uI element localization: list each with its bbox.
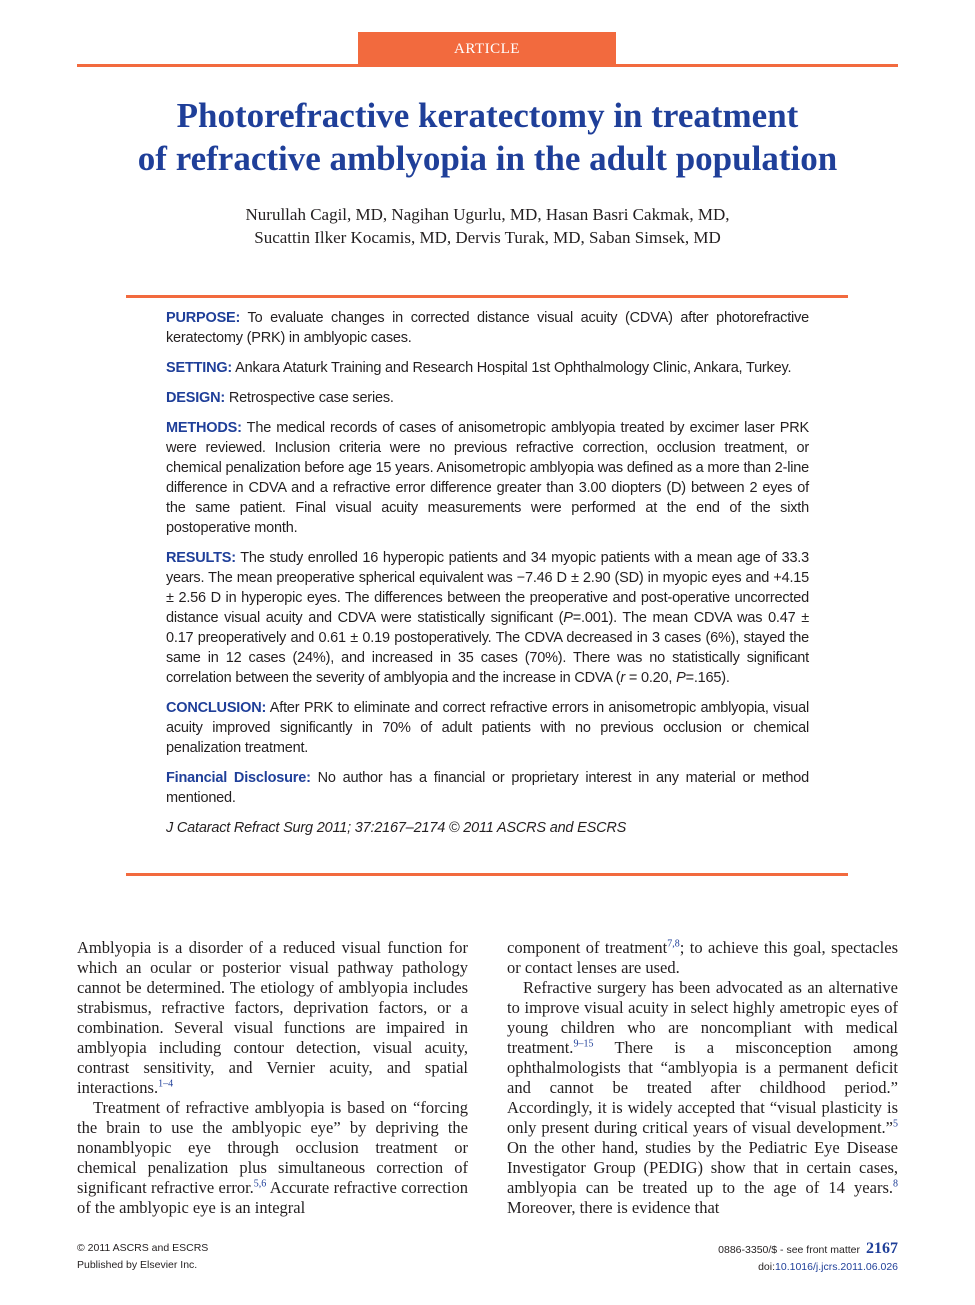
footer-copyright: © 2011 ASCRS and ESCRS [77, 1242, 209, 1254]
right-p2-c: On the other hand, studies by the Pediatric Eye Disease Investigator Group (PEDIG) show that in certain cases, amblyopia can be treated up to the age of 14 years. [507, 1138, 898, 1197]
conclusion-text: After PRK to eliminate and correct refractive errors in anisometropic amblyopia, visual acuity improved significantly in 70% of adult patients with no previous occlusion or chemical penalization treatment. [166, 700, 809, 756]
journal-citation: J Cataract Refract Surg 2011; 37:2167–2174 © 2011 ASCRS and ESCRS [166, 820, 627, 836]
authors-line-2: Sucattin Ilker Kocamis, MD, Dervis Turak, MD, Saban Simsek, MD [254, 228, 721, 247]
footer-doi-line [718, 1259, 898, 1276]
body-paragraph [77, 938, 468, 1098]
abstract-design [166, 388, 809, 408]
abstract-methods [166, 418, 809, 538]
abstract-disclosure [166, 768, 809, 808]
body-column-left [77, 938, 468, 1218]
results-text-a: The study enrolled 16 hyperopic patients and 34 myopic patients with a mean age of 33.3 years. The mean preoperative spherical equivalent was −7.46 D ± 2.90 (SD) in myopic eyes and +4.15 ± 2.56 D in hyperopic eyes. The differences between the preoperative and post-operative uncorrected distance visual acuity and CDVA were statistically significant ( [166, 550, 809, 626]
results-p2: P [676, 670, 686, 686]
right-p2-a: Refractive surgery has been advocated as an alternative to improve visual acuity in select highly ametropic eyes of young children who are noncompliant with medical treatment. [507, 978, 898, 1057]
right-p1-text: component of treatment [507, 938, 668, 957]
reference-link[interactable]: 5 [893, 1118, 898, 1130]
body-column-right [507, 938, 898, 1218]
section-label-tab: ARTICLE [358, 32, 616, 66]
abstract-purpose [166, 308, 809, 348]
abstract [166, 308, 809, 848]
left-p2-tail: Accurate refractive correction of the amblyopic eye is an integral [77, 1178, 469, 1217]
disclosure-text: No author has a financial or proprietary interest in any material or method mentioned. [166, 770, 809, 806]
footer-issn-line [718, 1240, 898, 1259]
design-label: DESIGN: [166, 390, 226, 406]
abstract-setting [166, 358, 809, 378]
results-text-c: = 0.20, [625, 670, 677, 686]
title-line-2: of refractive amblyopia in the adult population [137, 139, 838, 178]
results-r: r [620, 670, 626, 686]
body-paragraph [507, 978, 898, 1218]
left-p1-text: Amblyopia is a disorder of a reduced visual function for which an ocular or posterior visual pathway pathology cannot be determined. The etiology of amblyopia includes strabismus, refractive factors, deprivation factors, or a combination. Several visual functions are impaired in amblyopia including contour detection, visual acuity, contrast sensitivity, and Vernier acuity, and spatial interactions. [77, 938, 468, 1097]
page-number: 2167 [866, 1240, 898, 1257]
footer-right [718, 1240, 898, 1276]
purpose-text: To evaluate changes in corrected distance visual acuity (CDVA) after photorefractive keratectomy (PRK) in amblyopic cases. [166, 310, 809, 346]
authors-line-1: Nurullah Cagil, MD, Nagihan Ugurlu, MD, Hasan Basri Cakmak, MD, [245, 205, 730, 224]
setting-text: Ankara Ataturk Training and Research Hospital 1st Ophthalmology Clinic, Ankara, Turkey. [232, 360, 792, 376]
reference-link[interactable]: 5,6 [253, 1178, 267, 1190]
abstract-bottom-rule [126, 873, 848, 876]
article-title [60, 94, 915, 180]
body-paragraph [77, 1098, 468, 1218]
header-rule [77, 64, 898, 67]
methods-text: The medical records of cases of anisometropic amblyopia treated by excimer laser PRK were reviewed. Inclusion criteria were no previous refractive correction, occlusion treatment, or chemical penalization before age 15 years. Anisometropic amblyopia was defined as a more than 2-line difference in CDVA and a refractive error difference greater than 3.00 diopters (D) between 2 eyes of the same patient. Final visual acuity measurements were performed at the end of the sixth postoperative month. [166, 420, 809, 536]
methods-label: METHODS: [166, 420, 242, 436]
left-p2-text: Treatment of refractive amblyopia is based on “forcing the brain to use the amblyopic eye” by depriving the nonamblyopic eye through occlusion treatment or chemical penalization plus simultaneous correction of significant refractive error. [77, 1098, 468, 1197]
footer-left [77, 1240, 208, 1274]
reference-link[interactable]: 7,8 [667, 938, 680, 950]
right-p2-d: Moreover, there is evidence that [507, 1198, 720, 1217]
disclosure-label: Financial Disclosure: [166, 770, 311, 786]
footer-issn: 0886-3350/$ - see front matter [718, 1244, 860, 1256]
results-label: RESULTS: [166, 550, 236, 566]
author-list [100, 203, 875, 249]
design-text: Retrospective case series. [225, 390, 394, 406]
abstract-top-rule [126, 295, 848, 298]
setting-label: SETTING: [166, 360, 233, 376]
abstract-conclusion [166, 698, 809, 758]
body-paragraph [507, 938, 898, 978]
results-text-b: =.001). The mean CDVA was 0.47 ± 0.17 preoperatively and 0.61 ± 0.19 postoperatively. The CDVA decreased in 3 cases (6%), stayed the same in 12 cases (24%), and increased in 35 cases (70%). There was no statistically significant correlation between the severity of amblyopia and the increase in CDVA ( [166, 610, 810, 686]
reference-link[interactable]: 8 [893, 1178, 898, 1190]
purpose-label: PURPOSE: [166, 310, 241, 326]
doi-link[interactable]: 10.1016/j.jcrs.2011.06.026 [775, 1261, 898, 1273]
footer-publisher: Published by Elsevier Inc. [77, 1259, 198, 1271]
title-line-1: Photorefractive keratectomy in treatment [176, 96, 799, 135]
results-text-d: =.165). [685, 670, 730, 686]
right-p2-b: There is a misconception among ophthalmologists that “amblyopia is a permanent deficit and cannot be treated after childhood period.” Accordingly, it is widely accepted that “visual plasticity is only present during critical years of visual development.” [507, 1038, 898, 1137]
doi-label: doi: [758, 1261, 776, 1273]
results-p1: P [563, 610, 573, 626]
right-p1-tail: ; to achieve this goal, spectacles or contact lenses are used. [507, 938, 898, 977]
reference-link[interactable]: 1–4 [158, 1078, 174, 1090]
abstract-results [166, 548, 809, 688]
conclusion-label: CONCLUSION: [166, 700, 267, 716]
reference-link[interactable]: 9–15 [573, 1038, 594, 1050]
